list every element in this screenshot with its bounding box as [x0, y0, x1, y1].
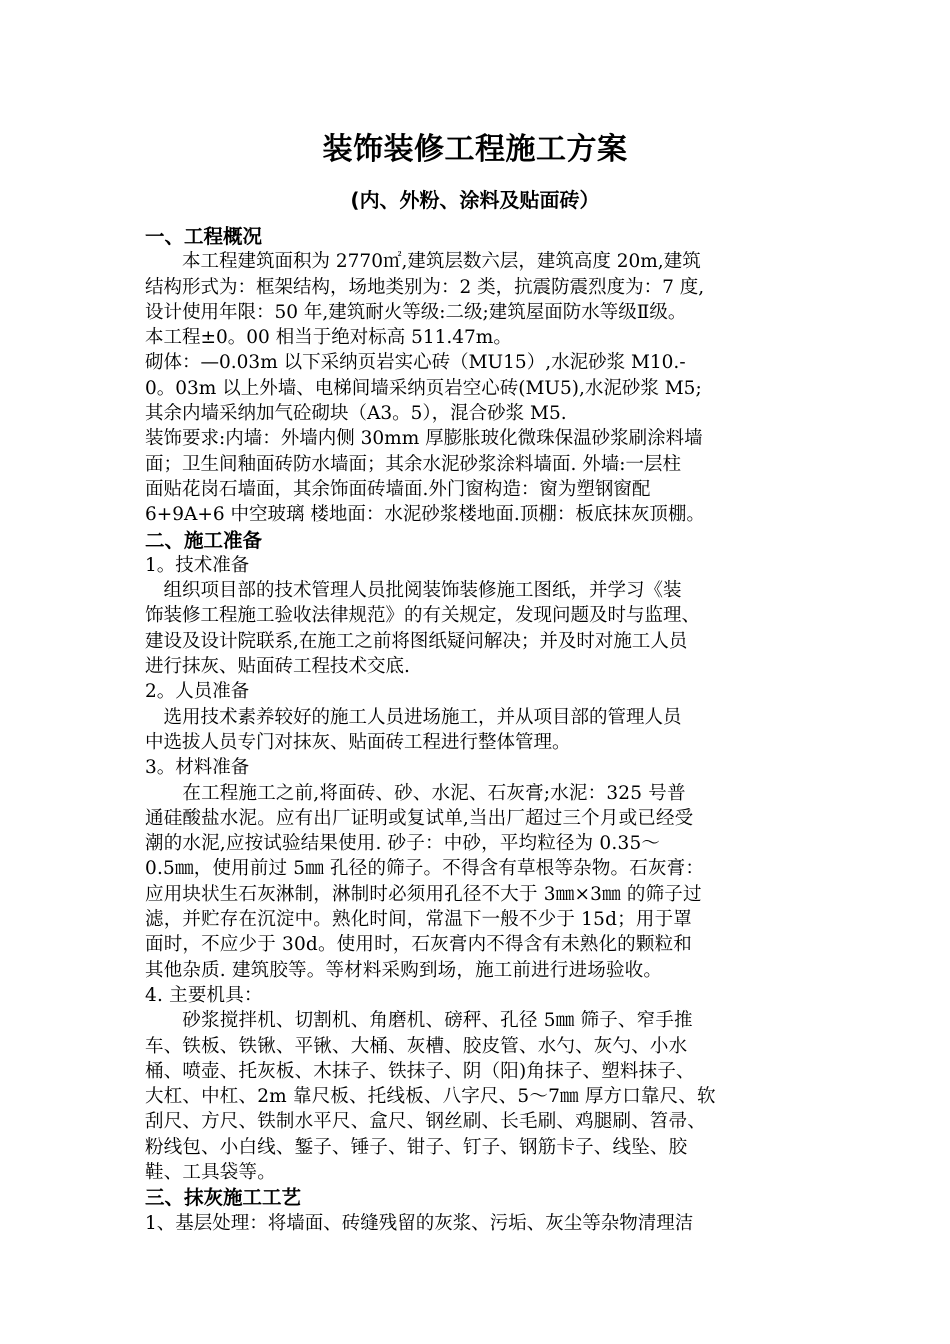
body-line: 选用技术素养较好的施工人员进场施工，并从项目部的管理人员 — [145, 706, 682, 728]
body-line: 进行抹灰、贴面砖工程技术交底. — [145, 656, 410, 678]
body-line: 0.5㎜，使用前过 5㎜ 孔径的筛子。不得含有草根等杂物。石灰膏： — [145, 858, 705, 880]
body-line: 中选拔人员专门对抹灰、贴面砖工程进行整体管理。 — [145, 731, 571, 753]
subsection-heading: 3。材料准备 — [145, 757, 250, 779]
body-line: 应用块状生石灰淋制，淋制时必须用孔径不大于 3㎜×3㎜ 的筛子过 — [145, 883, 702, 905]
section-heading-preparation: 二、施工准备 — [145, 528, 263, 552]
subsection-heading: 4. 主要机具： — [145, 984, 263, 1006]
body-line: 在工程施工之前,将面砖、砂、水泥、石灰膏;水泥：325 号普 — [145, 782, 686, 804]
document-subtitle: (内、外粉、涂料及贴面砖） — [350, 188, 600, 212]
body-line: 鞋、工具袋等。 — [145, 1161, 276, 1183]
body-line: 砂浆搅拌机、切割机、角磨机、磅秤、孔径 5㎜ 筛子、窄手推 — [145, 1010, 693, 1032]
body-line: 建设及设计院联系,在施工之前将图纸疑问解决；并及时对施工人员 — [145, 630, 688, 652]
body-line: 其余内墙采纳加气砼砌块（A3。5），混合砂浆 M5. — [145, 403, 567, 425]
subsection-heading: 2。人员准备 — [145, 681, 250, 703]
section-heading-plastering: 三、抹灰施工工艺 — [145, 1186, 302, 1210]
body-line: 通硅酸盐水泥。应有出厂证明或复试单,当出厂超过三个月或已经受 — [145, 807, 694, 829]
body-line: 砌体：—0.03m 以下采纳页岩实心砖（MU15）,水泥砂浆 M10.- — [145, 352, 686, 374]
body-line: 滤，并贮存在沉淀中。熟化时间，常温下一般不少于 15d；用于罩 — [145, 909, 692, 931]
body-line: 饰装修工程施工验收法律规范》的有关规定，发现问题及时与监理、 — [145, 605, 701, 627]
body-line: 6+9A+6 中空玻璃 楼地面：水泥砂浆楼地面.顶棚：板底抹灰顶棚。 — [145, 504, 705, 526]
body-line: 刮尺、方尺、铁制水平尺、盒尺、钢丝刷、长毛刷、鸡腿刷、笤帚、 — [145, 1111, 707, 1133]
document-title: 装饰装修工程施工方案 — [322, 132, 628, 167]
body-line: 装饰要求:内墙：外墙内侧 30mm 厚膨胀玻化微珠保温砂浆刷涂料墙 — [145, 428, 703, 450]
body-line: 面时，不应少于 30d。使用时，石灰膏内不得含有未熟化的颗粒和 — [145, 934, 692, 956]
subsection-heading: 1。技术准备 — [145, 554, 250, 576]
body-line: 设计使用年限：50 年,建筑耐火等级:二级;建筑屋面防水等级Ⅱ级。 — [145, 301, 687, 323]
body-line: 0。03m 以上外墙、电梯间墙采纳页岩空心砖(MU5),水泥砂浆 M5; — [145, 377, 702, 399]
body-line: 面贴花岗石墙面，其余饰面砖墙面.外门窗构造：窗为塑钢窗配 — [145, 478, 651, 500]
body-line: 其他杂质. 建筑胶等。等材料采购到场，施工前进行进场验收。 — [145, 959, 663, 981]
document-body — [145, 224, 810, 1236]
body-line: 组织项目部的技术管理人员批阅装饰装修施工图纸，并学习《装 — [145, 580, 682, 602]
body-line: 车、铁板、铁锹、平锹、大桶、灰槽、胶皮管、水勺、灰勺、小水 — [145, 1035, 688, 1057]
body-line: 面；卫生间釉面砖防水墙面；其余水泥砂浆涂料墙面. 外墙:一层柱 — [145, 453, 681, 475]
body-line: 桶、喷壶、托灰板、木抹子、铁抹子、阴（阳)角抹子、塑料抹子、 — [145, 1060, 695, 1082]
section-heading-overview: 一、工程概况 — [145, 225, 263, 248]
body-line: 潮的水泥,应按试验结果使用. 砂子：中砂，平均粒径为 0.35～ — [145, 833, 661, 855]
body-line: 结构形式为：框架结构，场地类别为：2 类，抗震防震烈度为：7 度, — [145, 276, 705, 298]
body-line: 1、基层处理：将墙面、砖缝残留的灰浆、污垢、灰尘等杂物清理洁 — [145, 1212, 694, 1234]
body-line: 大杠、中杠、2m 靠尺板、托线板、八字尺、5～7㎜ 厚方口靠尺、软 — [145, 1086, 716, 1108]
body-line: 本工程±0。00 相当于绝对标高 511.47m。 — [145, 327, 512, 349]
body-line: 本工程建筑面积为 2770㎡,建筑层数六层，建筑高度 20m,建筑 — [145, 251, 701, 273]
body-line: 粉线包、小白线、錾子、锤子、钳子、钉子、钢筋卡子、线坠、胶 — [145, 1136, 688, 1158]
